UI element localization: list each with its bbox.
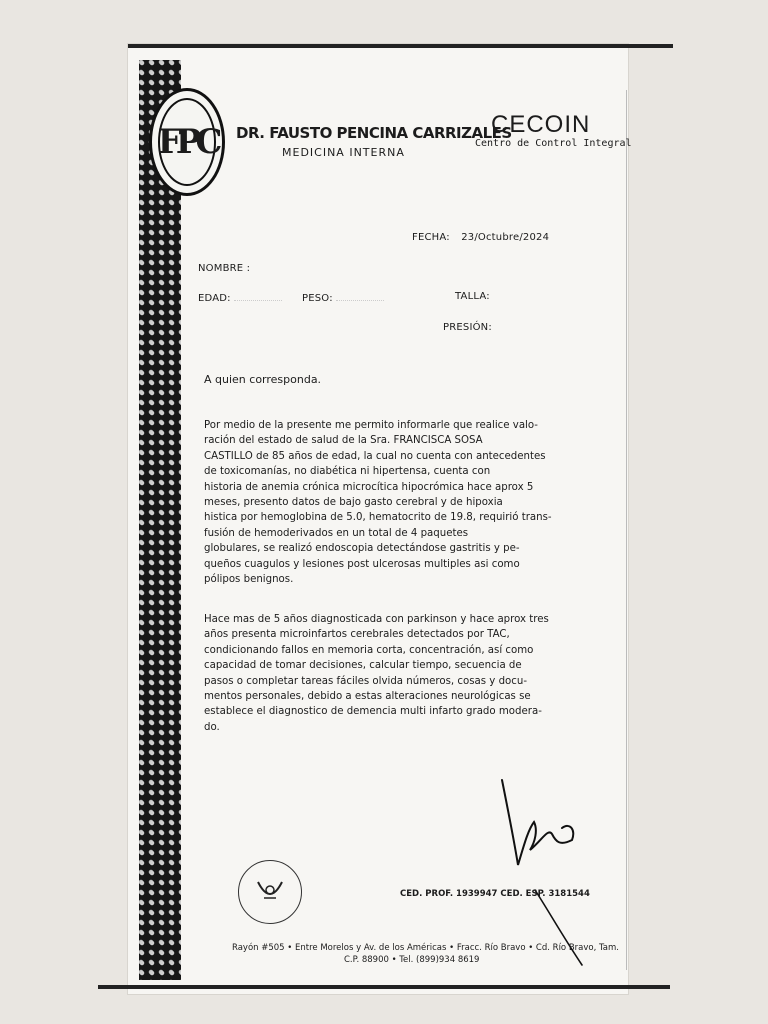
fecha-value: 23/Octubre/2024 (461, 232, 550, 243)
peso-label: PESO: (302, 293, 333, 304)
institution-seal (238, 860, 302, 924)
clinic-brand: CECOIN (491, 111, 591, 138)
fecha-field (412, 232, 549, 243)
salutation: A quien corresponda. (204, 373, 322, 386)
doctor-name: DR. FAUSTO PENCINA CARRIZALES (236, 124, 512, 142)
address-line-2: C.P. 88900 • Tel. (899)934 8619 (344, 955, 480, 965)
decorative-side-band (139, 60, 181, 980)
fecha-label: FECHA: (412, 232, 450, 243)
edad-label: EDAD: (198, 293, 231, 304)
handwritten-signature (490, 770, 600, 970)
doctor-specialty: MEDICINA INTERNA (282, 146, 405, 159)
letter-paragraph-2: Hace mas de 5 años diagnosticada con parkinson y hace aprox tres años presenta microinfartos cerebrales detectados por TAC, condicionando fallos en memoria corta, concentración, así como capacidad de tomar decisiones, calcular tiempo, secuencia de pasos o completar tareas fáciles olvida números, cosas y docu- mentos personales, debido a estas alteraciones neurológicas se establece el diagnostico de demencia multi infarto grado modera- do. (204, 614, 549, 733)
seal-emblem-icon (250, 872, 290, 912)
clinic-brand-subtitle: Centro de Control Integral (475, 138, 632, 149)
edad-field (198, 291, 282, 304)
top-rule (128, 44, 673, 48)
right-rule (626, 90, 627, 970)
edad-blank (234, 291, 282, 301)
nombre-field (198, 263, 250, 274)
nombre-label: NOMBRE : (198, 263, 251, 274)
bottom-rule (98, 985, 670, 989)
doctor-logo (149, 88, 225, 196)
presion-label: PRESIÓN: (443, 322, 492, 333)
peso-blank (336, 291, 384, 301)
presion-field (443, 322, 492, 333)
talla-label: TALLA: (455, 291, 490, 302)
talla-field (455, 291, 490, 302)
professional-credentials: CED. PROF. 1939947 CED. ESP. 3181544 (400, 889, 590, 899)
peso-field (302, 291, 384, 304)
address-line-1: Rayón #505 • Entre Morelos y Av. de los Américas • Fracc. Río Bravo • Cd. Río Bravo, Tam. (232, 943, 619, 953)
logo-monogram: FPC (158, 98, 216, 186)
letter-paragraph-1: Por medio de la presente me permito informarle que realice valo- ración del estado de salud de la Sra. FRANCISCA SOSA CASTILLO de 85 años de edad, la cual no cuenta con antecedentes de toxicomanías, no diabética ni hipertensa, cuenta con historia de anemia crónica microcítica hipocrómica hace aprox 5 meses, presento datos de bajo gasto cerebral y de hipoxia histica por hemoglobina de 5.0, hematocrito de 19.8, requirió trans- fusión de hemoderivados en un total de 4 paquetes globulares, se realizó endoscopia detectándose gastritis y pe- queños cuagulos y lesiones post ulcerosas multiples asi como pólipos benignos. (204, 420, 552, 586)
